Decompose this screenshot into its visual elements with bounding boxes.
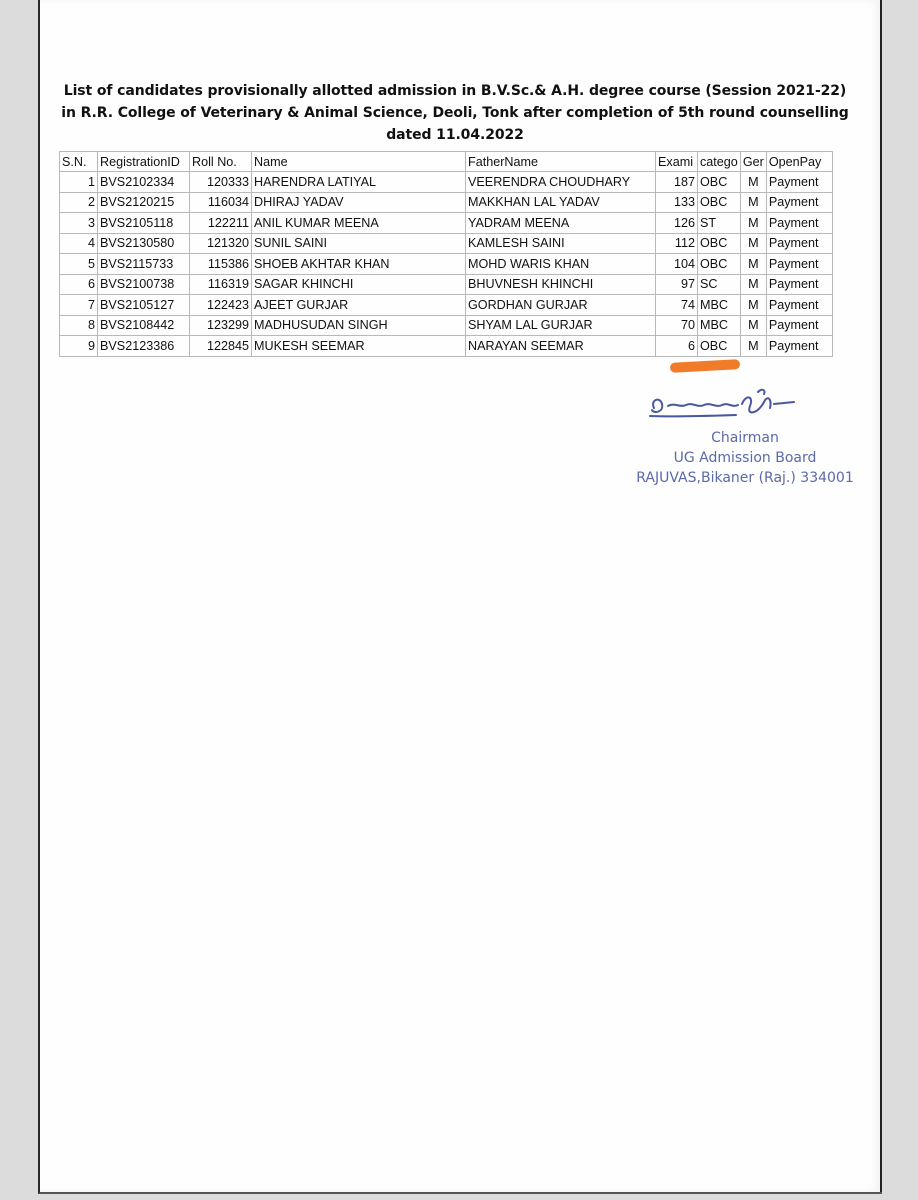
cell-sn: 3 (60, 213, 98, 234)
cell-gender: M (740, 233, 766, 254)
cell-category: OBC (698, 172, 741, 193)
cell-open-pay: Payment (766, 192, 832, 213)
cell-roll-no: 115386 (190, 254, 252, 275)
cell-roll-no: 116034 (190, 192, 252, 213)
candidate-table (59, 151, 833, 357)
cell-registration-id: BVS2130580 (98, 233, 190, 254)
cell-exam: 187 (656, 172, 698, 193)
cell-roll-no: 120333 (190, 172, 252, 193)
cell-open-pay: Payment (766, 295, 832, 316)
cell-father-name: YADRAM MEENA (466, 213, 656, 234)
cell-name: DHIRAJ YADAV (252, 192, 466, 213)
cell-roll-no: 122845 (190, 336, 252, 357)
cell-category: OBC (698, 233, 741, 254)
cell-father-name: VEERENDRA CHOUDHARY (466, 172, 656, 193)
cell-exam: 133 (656, 192, 698, 213)
handwritten-signature (646, 386, 826, 426)
cell-open-pay: Payment (766, 336, 832, 357)
cell-sn: 1 (60, 172, 98, 193)
cell-name: MUKESH SEEMAR (252, 336, 466, 357)
cell-sn: 4 (60, 233, 98, 254)
seal-office: UG Admission Board (673, 450, 817, 466)
cell-registration-id: BVS2120215 (98, 192, 190, 213)
header-sn: S.N. (60, 152, 98, 172)
cell-open-pay: Payment (766, 254, 832, 275)
cell-father-name: MOHD WARIS KHAN (466, 254, 656, 275)
table-row (60, 172, 833, 193)
cell-category: OBC (698, 192, 741, 213)
cell-father-name: KAMLESH SAINI (466, 233, 656, 254)
header-category: catego (698, 152, 741, 172)
cell-registration-id: BVS2123386 (98, 336, 190, 357)
table-row (60, 274, 833, 295)
cell-father-name: MAKKHAN LAL YADAV (466, 192, 656, 213)
header-registration-id: RegistrationID (98, 152, 190, 172)
cell-gender: M (740, 213, 766, 234)
cell-category: ST (698, 213, 741, 234)
title-line-2: in R.R. College of Veterinary & Animal Science, Deoli, Tonk after completion of 5th round counselling (61, 105, 849, 121)
table-row (60, 192, 833, 213)
cell-registration-id: BVS2105118 (98, 213, 190, 234)
cell-category: SC (698, 274, 741, 295)
cell-exam: 126 (656, 213, 698, 234)
cell-roll-no: 116319 (190, 274, 252, 295)
cell-sn: 8 (60, 315, 98, 336)
signature-seal (620, 428, 870, 488)
cell-registration-id: BVS2108442 (98, 315, 190, 336)
table-row (60, 315, 833, 336)
cell-sn: 9 (60, 336, 98, 357)
cell-father-name: BHUVNESH KHINCHI (466, 274, 656, 295)
table-row (60, 233, 833, 254)
cell-gender: M (740, 254, 766, 275)
cell-category: MBC (698, 315, 741, 336)
header-exam: Exami (656, 152, 698, 172)
sheet-right-edge (880, 0, 882, 1192)
cell-open-pay: Payment (766, 274, 832, 295)
cell-father-name: NARAYAN SEEMAR (466, 336, 656, 357)
table-row (60, 295, 833, 316)
cell-sn: 5 (60, 254, 98, 275)
cell-exam: 74 (656, 295, 698, 316)
cell-exam: 6 (656, 336, 698, 357)
cell-name: MADHUSUDAN SINGH (252, 315, 466, 336)
cell-sn: 6 (60, 274, 98, 295)
table-row (60, 213, 833, 234)
cell-registration-id: BVS2100738 (98, 274, 190, 295)
cell-name: SHOEB AKHTAR KHAN (252, 254, 466, 275)
cell-father-name: GORDHAN GURJAR (466, 295, 656, 316)
cell-open-pay: Payment (766, 172, 832, 193)
seal-address: RAJUVAS,Bikaner (Raj.) 334001 (636, 470, 854, 486)
table-row (60, 254, 833, 275)
cell-roll-no: 123299 (190, 315, 252, 336)
cell-exam: 112 (656, 233, 698, 254)
cell-gender: M (740, 274, 766, 295)
cell-exam: 97 (656, 274, 698, 295)
cell-exam: 104 (656, 254, 698, 275)
cell-category: OBC (698, 336, 741, 357)
title-line-1: List of candidates provisionally allotted admission in B.V.Sc.& A.H. degree course (Session 2021-22) (63, 83, 847, 99)
cell-gender: M (740, 172, 766, 193)
cell-name: SAGAR KHINCHI (252, 274, 466, 295)
cell-name: AJEET GURJAR (252, 295, 466, 316)
cell-roll-no: 122423 (190, 295, 252, 316)
cell-gender: M (740, 336, 766, 357)
cell-roll-no: 121320 (190, 233, 252, 254)
table-header-row (60, 152, 833, 172)
cell-name: SUNIL SAINI (252, 233, 466, 254)
cell-gender: M (740, 295, 766, 316)
header-name: Name (252, 152, 466, 172)
header-gender: Ger (740, 152, 766, 172)
header-open-pay: OpenPay (766, 152, 832, 172)
cell-category: MBC (698, 295, 741, 316)
cell-name: HARENDRA LATIYAL (252, 172, 466, 193)
header-father-name: FatherName (466, 152, 656, 172)
seal-designation: Chairman (711, 430, 779, 446)
cell-father-name: SHYAM LAL GURJAR (466, 315, 656, 336)
header-roll-no: Roll No. (190, 152, 252, 172)
cell-open-pay: Payment (766, 233, 832, 254)
cell-open-pay: Payment (766, 213, 832, 234)
cell-exam: 70 (656, 315, 698, 336)
cell-gender: M (740, 315, 766, 336)
cell-open-pay: Payment (766, 315, 832, 336)
cell-category: OBC (698, 254, 741, 275)
cell-gender: M (740, 192, 766, 213)
document-title (60, 80, 850, 146)
cell-registration-id: BVS2102334 (98, 172, 190, 193)
cell-registration-id: BVS2115733 (98, 254, 190, 275)
cell-roll-no: 122211 (190, 213, 252, 234)
cell-sn: 2 (60, 192, 98, 213)
table-row (60, 336, 833, 357)
cell-registration-id: BVS2105127 (98, 295, 190, 316)
cell-sn: 7 (60, 295, 98, 316)
cell-name: ANIL KUMAR MEENA (252, 213, 466, 234)
title-line-3: dated 11.04.2022 (386, 127, 524, 143)
